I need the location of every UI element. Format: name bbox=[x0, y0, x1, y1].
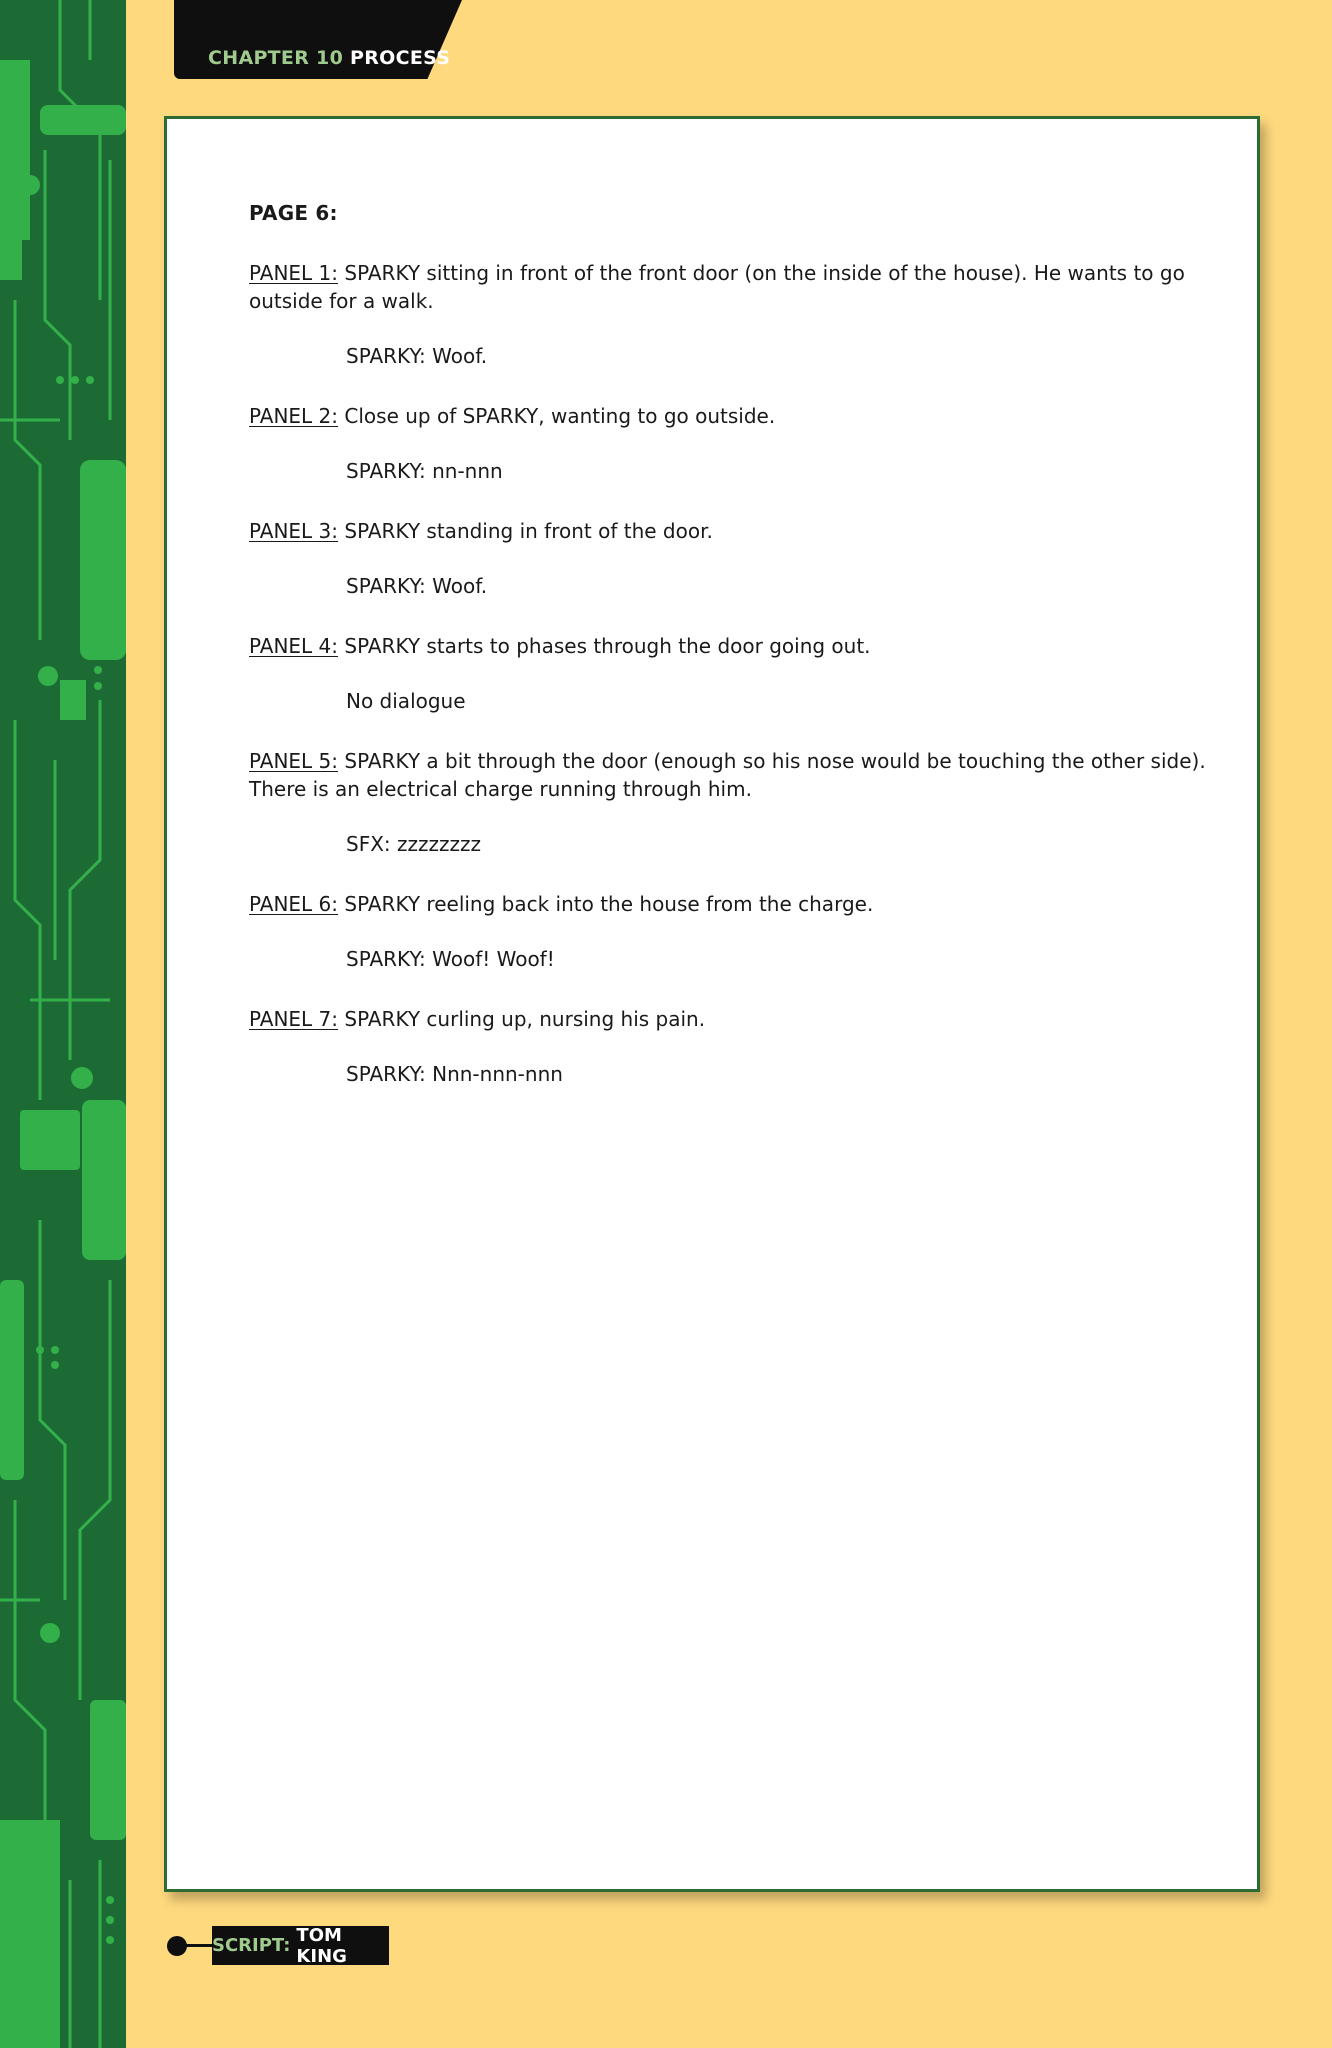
panel-description bbox=[249, 402, 1209, 430]
credit-name: TOM KING bbox=[296, 1924, 347, 1967]
credit-label bbox=[212, 1926, 389, 1965]
panel-label: PANEL 4: bbox=[249, 634, 339, 658]
panel-description bbox=[249, 517, 1209, 545]
script-page bbox=[164, 116, 1260, 1892]
panel-3 bbox=[249, 517, 1209, 600]
panel-label: PANEL 6: bbox=[249, 892, 339, 916]
panel-text: SPARKY starts to phases through the door going out. bbox=[338, 634, 871, 658]
panel-description bbox=[249, 632, 1209, 660]
panel-description bbox=[249, 747, 1209, 803]
panel-dialogue: SPARKY: Woof. bbox=[346, 344, 488, 368]
panel-text: SPARKY a bit through the door (enough so his nose would be touching the other side). There is an electrical charge running through him. bbox=[249, 749, 1206, 801]
panel-6 bbox=[249, 890, 1209, 973]
panel-label: PANEL 7: bbox=[249, 1007, 339, 1031]
panel-dialogue: SPARKY: Woof! Woof! bbox=[346, 947, 555, 971]
panel-5 bbox=[249, 747, 1209, 858]
panel-dialogue: SFX: zzzzzzzz bbox=[346, 832, 481, 856]
panel-dialogue: SPARKY: Nnn-nnn-nnn bbox=[346, 1062, 563, 1086]
panel-2 bbox=[249, 402, 1209, 485]
panel-label: PANEL 5: bbox=[249, 749, 339, 773]
panel-text: Close up of SPARKY, wanting to go outside. bbox=[338, 404, 776, 428]
circuit-board-art bbox=[0, 0, 126, 2048]
chapter-header bbox=[208, 47, 450, 69]
panel-dialogue: No dialogue bbox=[346, 689, 466, 713]
panel-description bbox=[249, 259, 1209, 315]
panel-dialogue: SPARKY: nn-nnn bbox=[346, 459, 503, 483]
panel-text: SPARKY curling up, nursing his pain. bbox=[338, 1007, 706, 1031]
page-heading: PAGE 6: bbox=[249, 201, 338, 225]
panel-text: SPARKY standing in front of the door. bbox=[338, 519, 713, 543]
panel-description bbox=[249, 1005, 1209, 1033]
panel-text: SPARKY sitting in front of the front door (on the inside of the house). He wants to go outside for a walk. bbox=[249, 261, 1185, 313]
credit-role: SCRIPT: bbox=[212, 1935, 291, 1956]
panel-label: PANEL 2: bbox=[249, 404, 339, 428]
panel-dialogue: SPARKY: Woof. bbox=[346, 574, 488, 598]
panel-1 bbox=[249, 259, 1209, 370]
chapter-number: CHAPTER 10 bbox=[208, 47, 344, 69]
panel-text: SPARKY reeling back into the house from the charge. bbox=[338, 892, 874, 916]
panel-description bbox=[249, 890, 1209, 918]
script-body bbox=[249, 199, 1209, 1120]
chapter-title: PROCESS bbox=[350, 47, 451, 69]
credit-connector-line bbox=[184, 1944, 214, 1947]
circuit-board-decoration bbox=[0, 0, 126, 2048]
panel-label: PANEL 1: bbox=[249, 261, 339, 285]
panel-label: PANEL 3: bbox=[249, 519, 339, 543]
panel-7 bbox=[249, 1005, 1209, 1088]
panel-4 bbox=[249, 632, 1209, 715]
